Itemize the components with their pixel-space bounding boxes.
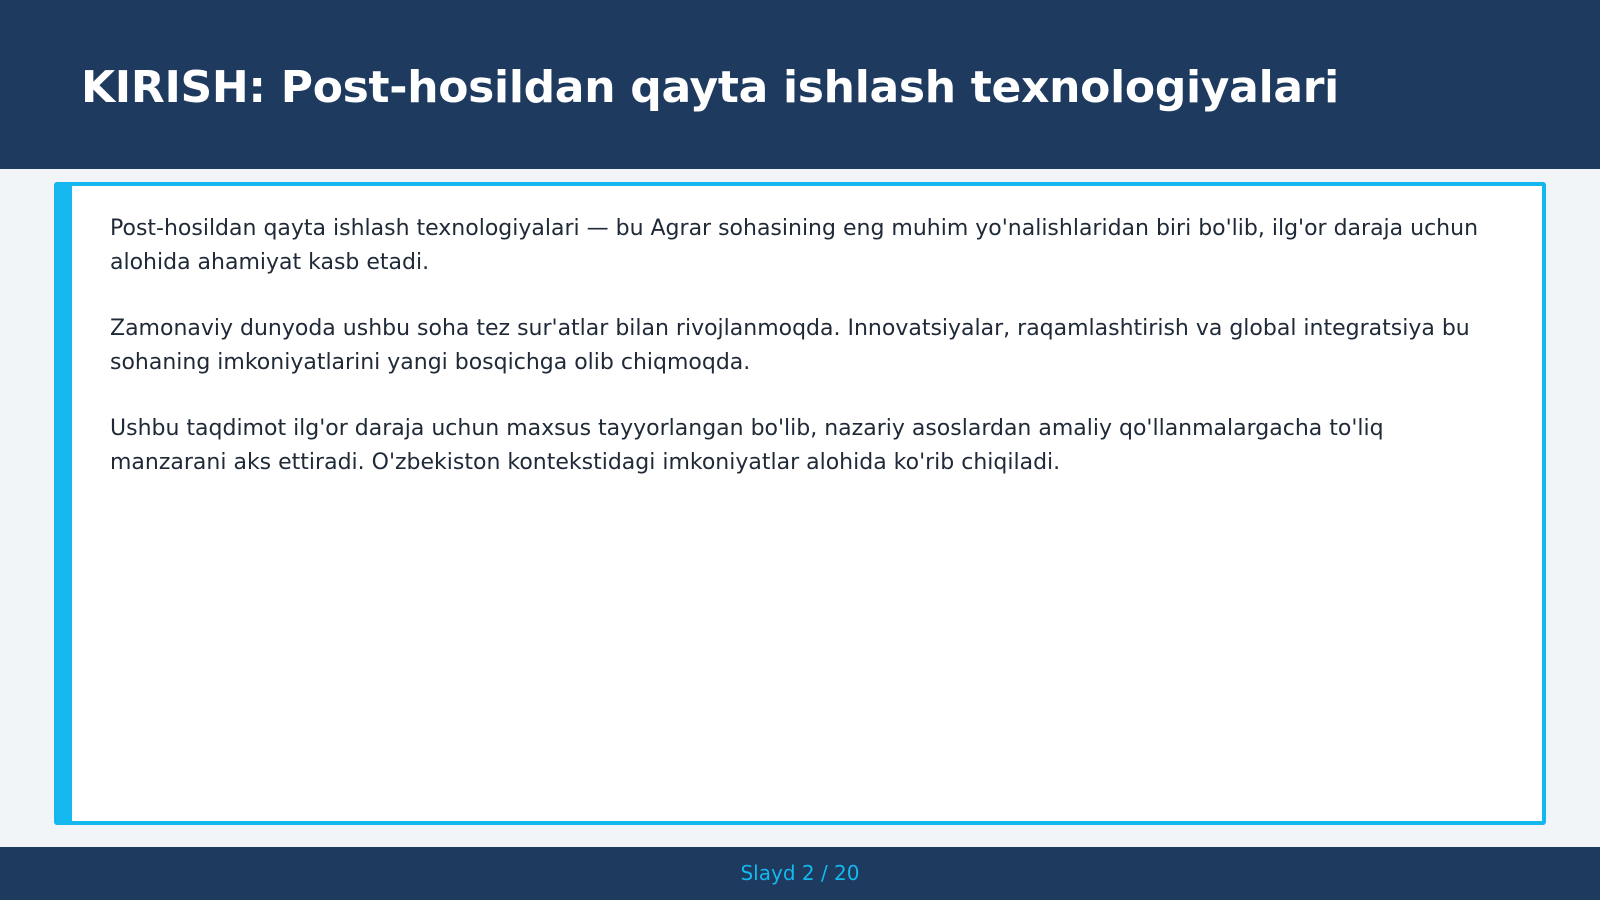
slide-counter: Slayd 2 / 20 [740, 861, 860, 885]
paragraph-presentation-scope: Ushbu taqdimot ilg'or daraja uchun maxsus tayyorlangan bo'lib, nazariy asoslardan amaliy qo'llanmalargacha to'liq manzarani aks ettiradi. O'zbekiston kontekstidagi imkoniyatlar alohida ko'rib chiqiladi. [110, 416, 1384, 475]
content-card [54, 182, 1546, 825]
slide-footer [0, 847, 1600, 900]
content-body [110, 212, 1500, 512]
slide-header [0, 0, 1600, 169]
paragraph-modern-world: Zamonaviy dunyoda ushbu soha tez sur'atlar bilan rivojlanmoqda. Innovatsiyalar, raqamlashtirish va global integratsiya bu sohaning imkoniyatlarini yangi bosqichga olib chiqmoqda. [110, 316, 1470, 375]
paragraph-intro: Post-hosildan qayta ishlash texnologiyalari — bu Agrar sohasining eng muhim yo'nalishlaridan biri bo'lib, ilg'or daraja uchun alohida ahamiyat kasb etadi. [110, 216, 1479, 275]
slide-title: KIRISH: Post-hosildan qayta ishlash texnologiyalari [81, 62, 1339, 113]
